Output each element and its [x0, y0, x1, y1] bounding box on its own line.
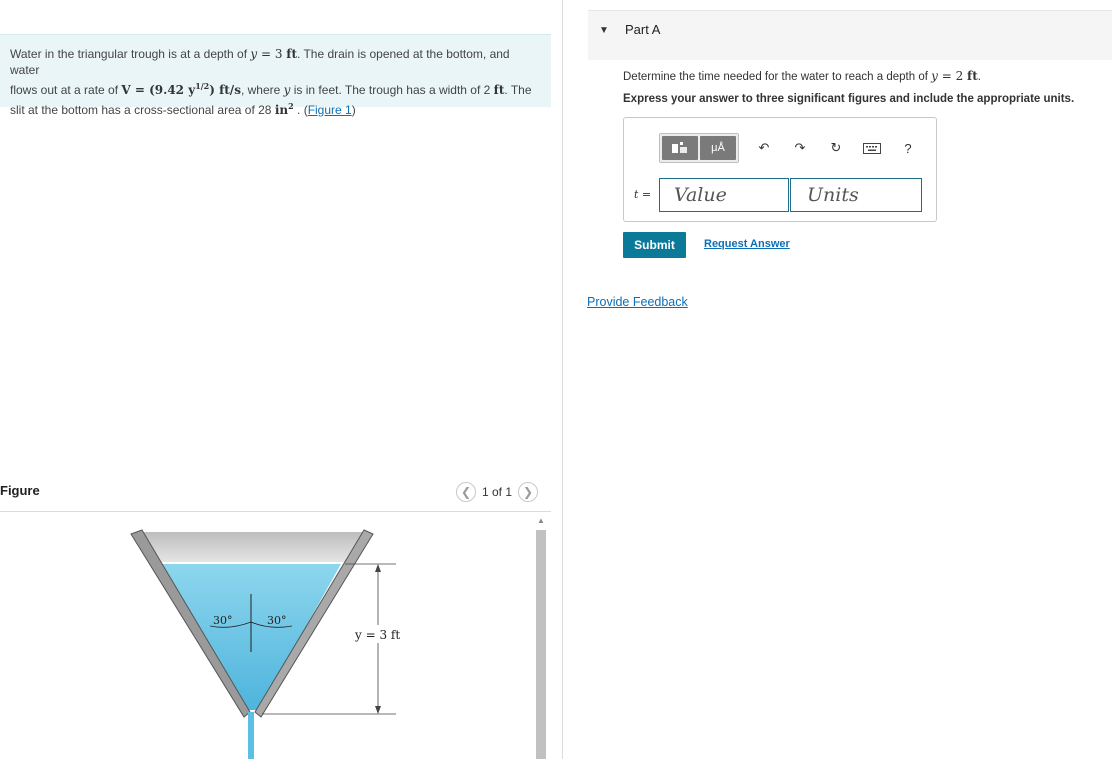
problem-text: slit at the bottom has a cross-sectional area of 28 — [10, 103, 275, 117]
question-span: Determine the time needed for the water to reach a depth of — [623, 71, 932, 83]
problem-text: . ( — [293, 103, 308, 117]
help-icon[interactable]: ? — [904, 140, 912, 156]
value-input[interactable]: Value — [659, 178, 789, 212]
math-eq: = 3 — [257, 47, 287, 61]
figure-title: Figure — [0, 483, 40, 498]
dim-arrow-top — [375, 564, 381, 572]
math-exponent: 1/2 — [195, 81, 210, 91]
problem-text: . The — [504, 83, 532, 97]
templates-icon — [671, 141, 689, 155]
problem-line-3 — [10, 98, 541, 118]
math-eq: = 2 — [937, 69, 968, 83]
figure-link[interactable]: Figure 1 — [307, 103, 352, 117]
part-title: Part A — [625, 22, 661, 37]
problem-text: is in feet. The trough has a width of 2 — [290, 83, 494, 97]
submit-button[interactable]: Submit — [623, 232, 686, 258]
trough-diagram — [0, 512, 534, 759]
angle-label-right: 30° — [267, 614, 287, 627]
math-exponent: 2 — [288, 101, 294, 111]
undo-icon[interactable]: ↶ — [758, 140, 770, 155]
redo-icon[interactable]: ↷ — [794, 140, 806, 155]
problem-text: flows out at a rate of — [10, 83, 122, 97]
part-a-header[interactable] — [588, 10, 1112, 60]
problem-text: ) — [351, 103, 356, 117]
units-button[interactable]: μÅ — [700, 136, 736, 160]
question-text — [623, 69, 981, 83]
request-answer-link[interactable]: Request Answer — [704, 238, 790, 250]
reset-icon[interactable]: ↻ — [830, 140, 842, 155]
templates-button[interactable] — [662, 136, 698, 160]
provide-feedback-link[interactable]: Provide Feedback — [587, 295, 688, 309]
math-unit: in — [274, 103, 289, 117]
dim-arrow-bottom — [375, 706, 381, 714]
chevron-left-icon[interactable]: ❮ — [456, 482, 476, 502]
units-input[interactable]: Units — [790, 178, 922, 212]
drain-stream — [248, 712, 254, 759]
math-unit: ft — [493, 83, 505, 97]
variable-label: t = — [634, 188, 652, 201]
trough-top-face — [137, 532, 370, 562]
angle-label-left: 30° — [213, 614, 233, 627]
problem-text: , where — [240, 83, 284, 97]
answer-box — [623, 117, 937, 222]
figure-scrollbar[interactable] — [534, 516, 548, 759]
problem-line-1 — [10, 46, 541, 78]
math-rate: V = (9.42 y — [121, 83, 196, 97]
math-toolbar — [659, 133, 919, 163]
caret-down-icon[interactable]: ▼ — [599, 25, 609, 36]
keyboard-glyph — [863, 143, 881, 154]
figure-pager — [456, 482, 538, 502]
math-unit: ft — [286, 47, 297, 61]
pager-count: 1 of 1 — [482, 485, 513, 499]
instruction-text: Express your answer to three significant figures and include the appropriate units. — [623, 93, 1075, 105]
math-var: y — [283, 83, 291, 97]
problem-statement — [0, 34, 551, 117]
problem-text: . The drain is opened at the bottom, and water — [10, 47, 510, 77]
scroll-thumb[interactable] — [536, 530, 546, 759]
math-var: y — [250, 47, 258, 61]
depth-label: y = 3 ft — [355, 628, 401, 642]
figure-header — [0, 478, 551, 512]
math-var: y — [931, 69, 938, 83]
toolbar-group — [659, 133, 739, 163]
scroll-up-icon[interactable]: ▲ — [537, 516, 545, 525]
column-divider — [562, 0, 563, 759]
problem-text: Water in the triangular trough is at a depth of — [10, 47, 251, 61]
problem-line-2 — [10, 78, 541, 98]
question-span: . — [977, 71, 981, 83]
chevron-right-icon[interactable]: ❯ — [518, 482, 538, 502]
math-unit: ft — [967, 69, 978, 83]
math-unit: ) ft/s — [209, 83, 241, 97]
figure-canvas — [0, 512, 551, 759]
left-panel — [0, 0, 551, 759]
keyboard-icon[interactable] — [861, 137, 883, 159]
